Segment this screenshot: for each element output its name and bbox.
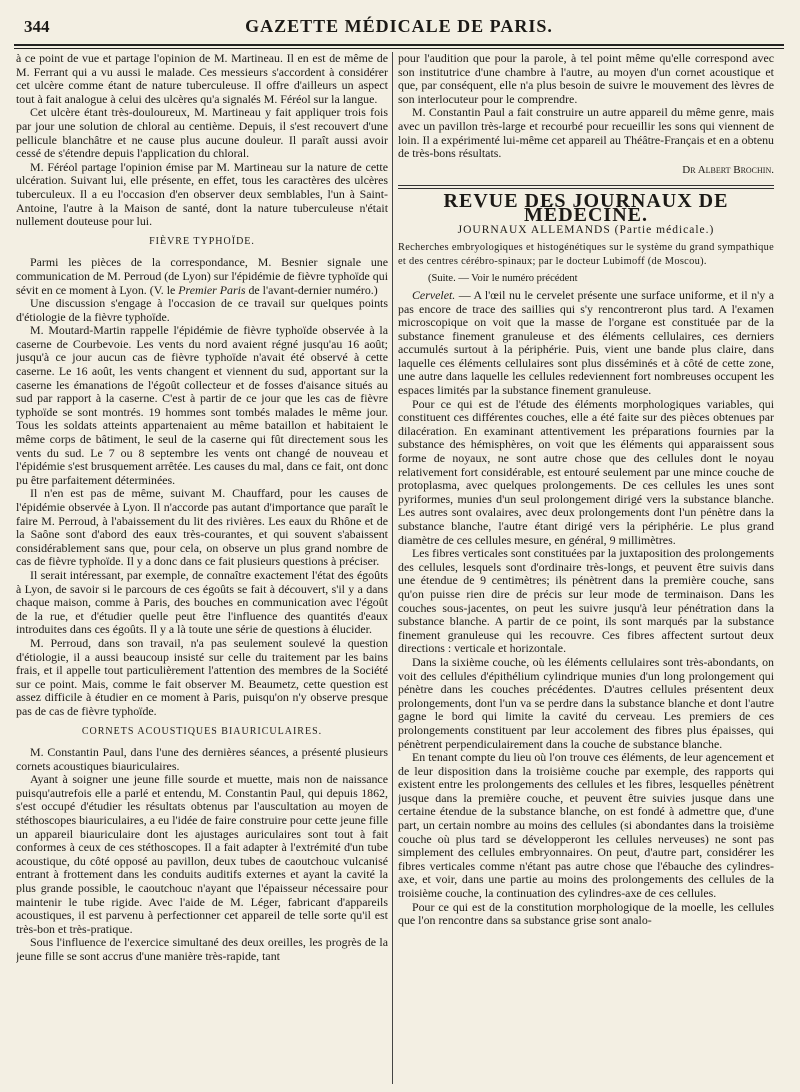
- text: de l'avant-dernier numéro.): [245, 282, 378, 297]
- page-header: [14, 14, 784, 44]
- paragraph: M. Moutard-Martin rappelle l'épidémie de fièvre typhoïde observée à la caserne de Courbevoie. Les vents du nord avaient régné jusqu'au 16 août; jusqu'à ce jour aucun cas de fièvre typhoïde n'avait été observé à cette caserne. Le 16 août, les vents changent et viennent du sud, apportant sur la caserne les émanations de l'égoût collecteur et de fosses d'aisance situés au sud par rapport à la caserne. C'est à partir de ce jour que les cas de fièvre typhoïde se sont montrés. 19 hommes sont tombés malades le même jour. Tous les soldats atteints appartenaient au même bataillon et habitaient le même corps de bâtiment, le seul de la caserne qui fût directement sous les vents du sud. Le 7 ou 8 septembre les vents ont changé de nouveau et l'épidémie s'est brusquement arrêtée. Les causes du mal, dans ce fait, ont donc pu être parfaitement déterminées.: [16, 323, 388, 487]
- paragraph: Cet ulcère étant très-douloureux, M. Martineau y fait appliquer trois fois par jour une solution de chloral au centième. Depuis, il s'est recouvert d'une pellicule blanchâtre et ne cause plus aucune douleur. Il paraît aussi avoir cessé de s'étendre depuis l'application du chloral.: [16, 105, 388, 161]
- column-divider: [392, 52, 393, 1084]
- article-title: Recherches embryologiques et histogénétiques sur le système du grand sympathique et des centres cérébro-spinaux; par le docteur Lubimoff (de Moscou).: [398, 242, 774, 267]
- header-rule: [14, 44, 784, 49]
- paragraph: à ce point de vue et partage l'opinion de M. Martineau. Il en est de même de M. Ferrant qui a vu aussi le malade. Ces messieurs s'accordent à considérer cet ulcère comme étant de nature tuberculeuse. Il offre d'ailleurs un aspect tout à fait analogue à celui des ulcères qu'a signalés M. Féréol sur la langue.: [16, 52, 388, 106]
- paragraph: [398, 289, 774, 398]
- paragraph: Pour ce qui est de l'étude des éléments morphologiques variables, qui constituent ces différentes couches, elle a été faite sur des pièces obtenues par dilacération. En examinant attentivement les préparations fournies par la substance des hémisphères, on voit que les éléments qui apparaissent sous forme de noyaux, ne sont autre chose que des cellules dont le noyau relativement fort considérable, est entouré seulement par une mince couche de protoplasma, avec quelques prolongements. De ces cellules les unes sont pyriformes, munies d'un seul prolongement dirigé vers la substance blanche. Les autres sont ovalaires, avec deux prolongements dont l'un pénètre dans la substance blanche, l'autre étant dirigé vers la périphérie. Le plus grand diamètre de ces cellules mesure, en général, 9 millimètres.: [398, 396, 774, 547]
- paragraph: [16, 256, 388, 297]
- section-heading-cornets: CORNETS ACOUSTIQUES BIAURICULAIRES.: [81, 725, 323, 737]
- paragraph: Les fibres verticales sont constituées par la juxtaposition des prolongements des cellules, lesquels sont d'ordinaire très-longs, et peuvent être suivis dans une étendue de 9 centimètres; ils pénètrent dans la première couche, sans qu'on puisse rien dire de précis sur leur mode de terminaison. Dans les couches sous-jacentes, on peut les suivre jusqu'à leur pénétration dans la substance blanche. A partir de ce point, ils sont marqués par la substance finement granuleuse qui les recouvre. Ces fibres affectent surtout deux directions : verticale et horizontale.: [398, 546, 774, 656]
- paragraph: Une discussion s'engage à l'occasion de ce travail sur quelques points d'étiologie de la fièvre typhoïde.: [16, 296, 388, 324]
- author-signature: Dr Albert Brochin.: [682, 163, 774, 176]
- paragraph: Sous l'influence de l'exercice simultané des deux oreilles, les progrès de la jeune fille se sont accrus d'une manière très-rapide, tant: [16, 935, 388, 963]
- paragraph: M. Perroud, dans son travail, n'a pas seulement soulevé la question d'étiologie, il a aussi beaucoup insisté sur celle du traitement par les bains frais, et il appelle tout particulièrement l'attention des membres de la Société sur ce point. Mais, comme le fait observer M. Beaumetz, cette question est assez difficile à étudier en ce moment à Paris, puisqu'on n'y observe presque pas de cas de fièvre typhoïde.: [16, 635, 388, 718]
- page-number: 344: [24, 17, 50, 36]
- paragraph: Pour ce qui est de la constitution morphologique de la moelle, les cellules que l'on rencontre dans sa substance grise sont analo-: [398, 899, 774, 928]
- review-subtitle: JOURNAUX ALLEMANDS (Partie médicale.): [457, 223, 715, 236]
- paragraph: M. Constantin Paul, dans l'une des dernières séances, a présenté plusieurs cornets acoustiques biauriculaires.: [16, 745, 388, 773]
- paragraph: pour l'audition que pour la parole, à tel point même qu'elle correspond avec son institutrice d'une chambre à l'autre, au moyen d'un cornet acoustique et que, par conséquent, elle n'a plus besoin de suivre le mouvement des lèvres de son interlocuteur pour le comprendre.: [398, 52, 774, 106]
- paragraph: Il n'en est pas de même, suivant M. Chauffard, pour les causes de l'épidémie observée à Lyon. Il n'accorde pas autant d'importance que paraît le faire M. Perroud, à l'abaissement du lit des rivières. Les eaux du Rhône et de la Saône sont d'abord des eaux très-courantes, et qui souvent s'abaissent considérablement sans que, pour cela, on observe un plus grand nombre de cas de fièvre typhoïde. Il y a donc dans ce fait plusieurs questions à préciser.: [16, 486, 388, 569]
- paragraph: Il serait intéressant, par exemple, de connaître exactement l'état des égoûts à Lyon, de savoir si le parcours de ces égoûts se fait à découvert, s'il y a dans chaque maison, comme à Paris, des bouches en communication avec l'égoût de la rue, et d'étudier quelle peut être l'influence des quantités d'eaux introduites dans ces égoûts. Il y a là toute une série de questions à élucider.: [16, 567, 388, 637]
- paragraph: Ayant à soigner une jeune fille sourde et muette, mais non de naissance puisqu'autrefois elle a parlé et entendu, M. Constantin Paul, qui depuis 1862, s'est occupé d'étudier les résultats obtenus par l'auscultation au moyen de stéthoscopes biauriculaires, a eu l'idée de faire construire pour cette jeune fille un appareil biauriculaire dont les ajustages auriculaires sont tout à fait conformes à ceux de ces stéthoscopes. Il a fait adapter à l'extrémité d'un tube acoustique, du côté opposé au pavillon, deux tubes de caoutchouc vulcanisé entrant à frottement dans les conduits auditifs externes et ayant la cavité la plus grande possible, le caoutchouc n'ayant que l'épaisseur nécessaire pour maintenir le tube rigide. Avec l'aide de M. Léger, fabricant d'appareils acoustiques, il est parvenu à perfectionner cet appareil de telle sorte qu'il est très-bon et très-pratique.: [16, 772, 388, 936]
- left-column: [16, 52, 388, 1084]
- journal-title: GAZETTE MÉDICALE DE PARIS.: [245, 16, 553, 36]
- section-heading-fievre-typhoide: FIÈVRE TYPHOÏDE.: [149, 235, 255, 247]
- text: — A l'œil nu le cervelet présente une surface uniforme, et il n'y a pas encore de trace des saillies qui s'y rencontreront plus tard. A l'examen microscopique on voit que la masse de l'organe est constituée par de la substance finement granuleuse et des éléments cellulaires, ces derniers accumulés surtout à la périphérie. Puis, vient une bande plus claire, dans laquelle ces éléments cellulaires sont plus disséminés et à côté de cette zone, une autre dans laquelle les cellules redeviennent fort nombreuses occupent les espaces limités par la substance finement granuleuse.: [398, 287, 774, 398]
- right-column: [398, 52, 774, 1084]
- review-title: REVUE DES JOURNAUX DE MÉDECINE.: [443, 190, 729, 226]
- paragraph: Dans la sixième couche, où les éléments cellulaires sont très-abondants, on voit des cellules d'épithélium cylindrique munies d'un long prolongement qui pénètre dans les couches précédentes. D'autres cellules présentent deux prolongements, dont l'un va se perdre dans la substance blanche et dont l'autre gagne le bord qui limite la cavité du cerveau. Les premiers de ces prolongements constituent par leur accolement des fibres plus épaisses, qui pénètrent perpendiculairement dans la couche de substance blanche.: [398, 654, 774, 751]
- paragraph: M. Féréol partage l'opinion émise par M. Martineau sur la nature de cette ulcération. Suivant lui, elle présente, en effet, tous les caractères des ulcères tuberculeux. Il a eu l'occasion d'en observer deux semblables, l'un à Saint-Antoine, l'autre à la Maison de santé, dont la nature tuberculeuse n'était nullement douteuse pour lui.: [16, 159, 388, 229]
- italic-text: Cervelet.: [412, 287, 456, 302]
- paragraph: M. Constantin Paul a fait construire un autre appareil du même genre, mais avec un pavillon très-large et recourbé pour recueillir les sons qui viennent de loin. Il a expérimenté lui-même cet appareil au Théâtre-Français et en a obtenu de très-bons résultats.: [398, 105, 774, 161]
- paragraph: En tenant compte du lieu où l'on trouve ces éléments, de leur agencement et de leur disposition dans la troisième couche par exemple, des rapports qui existent entre les prolongements des cellules et les fibres, lesquelles pénètrent jusque dans la première couche, et peuvent être suivies jusque dans une certaine étendue de la substance blanche, on est fondé à admettre que, d'une part, un certain nombre au moins des cellules (si abondantes dans la troisième couche où plus tard se développeront les cellules nerveuses) ne sont pas simplement des cellules embryonnaires. On peut, d'autre part, considérer les fibres verticales comme n'étant pas autre chose que l'ébauche des cylindres-axe, et voir, dans une partie au moins des prolongements des cellules de la troisième couche, la continuation des cylindres-axe de ces cellules.: [398, 750, 774, 901]
- italic-text: Premier Paris: [178, 282, 246, 297]
- text: Parmi les pièces de la correspondance, M. Besnier signale une communication de M. Perroud (de Lyon) sur l'épidémie de fièvre typhoïde qui sévit en ce moment à Lyon. (V. le: [16, 255, 388, 297]
- continuation-note: (Suite. — Voir le numéro précédent: [428, 273, 578, 285]
- section-separator: [398, 185, 774, 189]
